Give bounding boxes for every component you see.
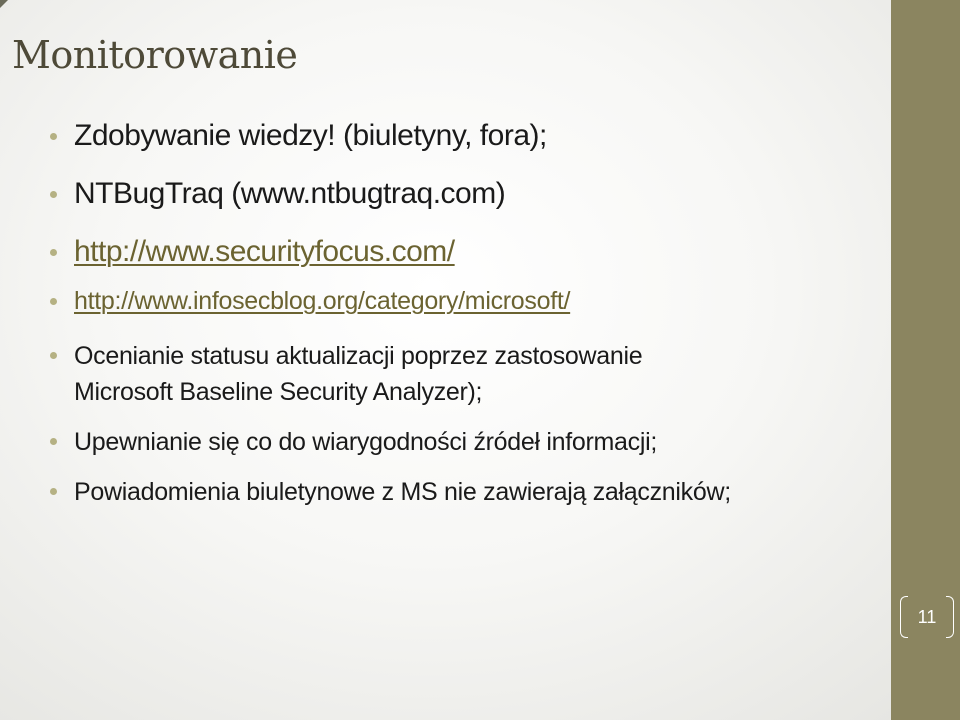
bullet-dot-icon xyxy=(50,438,57,445)
bullet-item xyxy=(50,424,764,460)
corner-fold-decoration xyxy=(0,0,8,8)
bullet-text: Ocenianie statusu aktualizacji poprzez zastosowanie Microsoft Baseline Security Analyzer); xyxy=(74,342,643,406)
bullet-text: Zdobywanie wiedzy! (biuletyny, fora); xyxy=(74,119,547,152)
page-number-badge xyxy=(900,596,954,638)
bullet-item xyxy=(50,474,834,510)
bullet-dot-icon xyxy=(50,298,57,305)
bullet-item xyxy=(50,338,714,410)
bullet-dot-icon xyxy=(50,488,57,495)
bullet-dot-icon xyxy=(50,191,57,198)
bullet-list xyxy=(50,118,870,524)
infosecblog-link[interactable]: http://www.infosecblog.org/category/microsoft/ xyxy=(74,287,571,315)
bullet-dot-icon xyxy=(50,352,57,359)
slide-title: Monitorowanie xyxy=(12,33,298,77)
bullet-dot-icon xyxy=(50,133,57,140)
bullet-item xyxy=(50,176,870,212)
securityfocus-link[interactable]: http://www.securityfocus.com/ xyxy=(74,235,455,268)
bullet-item xyxy=(50,286,870,316)
bullet-text: Powiadomienia biuletynowe z MS nie zawierają załączników; xyxy=(74,478,731,506)
bullet-text: Upewnianie się co do wiarygodności źródeł informacji; xyxy=(74,428,658,456)
page-number: 11 xyxy=(917,607,937,627)
bullet-dot-icon xyxy=(50,249,57,256)
bullet-text: NTBugTraq (www.ntbugtraq.com) xyxy=(74,177,506,210)
bullet-item xyxy=(50,118,870,154)
bullet-item xyxy=(50,234,870,270)
